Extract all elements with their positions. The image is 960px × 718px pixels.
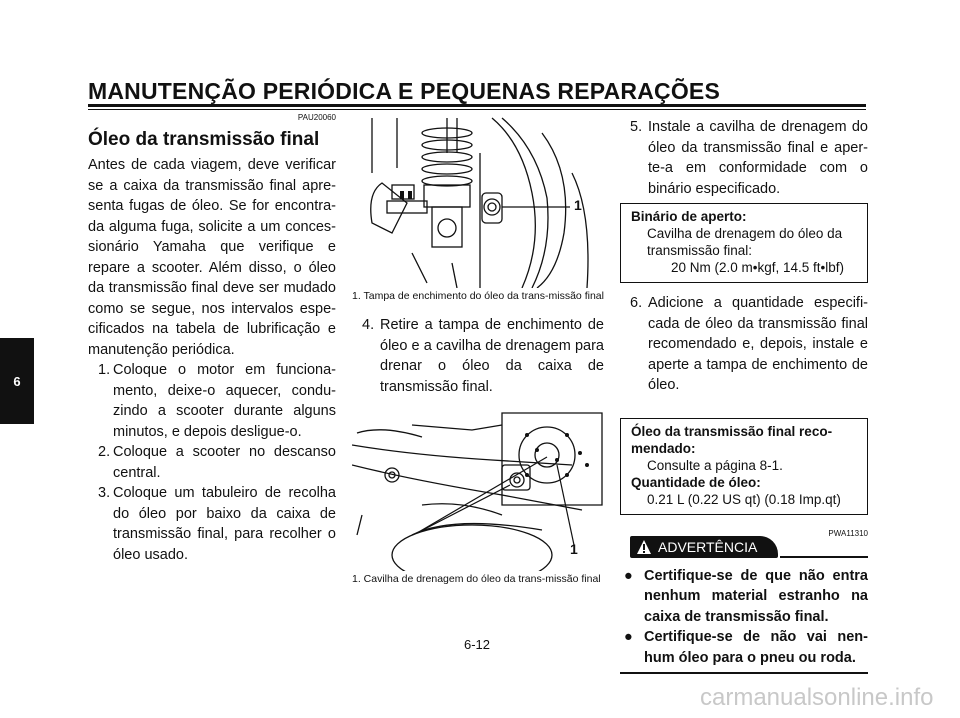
figure1-caption: 1. Tampa de enchimento do óleo da trans-missão final <box>352 290 604 302</box>
page-header-title: MANUTENÇÃO PERIÓDICA E PEQUENAS REPARAÇÕES <box>88 78 721 104</box>
step-6-list <box>620 293 868 396</box>
step-5 <box>620 117 868 199</box>
step-number: 1. <box>98 362 111 378</box>
oil-quantity-title: Quantidade de óleo: <box>631 474 761 490</box>
warning-code: PWA11310 <box>828 528 868 538</box>
warning-badge <box>630 536 778 558</box>
torque-title: Binário de aperto: <box>631 209 747 224</box>
oil-quantity-value: 0.21 L (0.22 US qt) (0.18 Imp.qt) <box>647 491 841 507</box>
oil-reference: Consulte a página 8-1. <box>647 457 783 473</box>
oil-spec-box <box>620 418 868 515</box>
torque-spec-box <box>620 203 868 283</box>
left-column <box>88 113 336 565</box>
step-number: 6. <box>630 295 643 311</box>
right-column <box>620 113 868 674</box>
warning-item <box>620 627 868 668</box>
warning-item <box>620 566 868 628</box>
shock-absorber-illustration <box>352 113 604 288</box>
step-6 <box>620 293 868 396</box>
step-number: 3. <box>98 485 111 501</box>
watermark: carmanualsonline.info <box>700 684 934 711</box>
warning-rule <box>780 556 868 558</box>
step-2 <box>88 442 336 483</box>
chapter-tab: 6 <box>0 338 34 424</box>
step-number: 4. <box>362 317 375 333</box>
step-text: Coloque a scooter no descanso central. <box>113 444 336 481</box>
step-text: Retire a tampa de enchimento de óleo e a cavilha de drenagem para drenar o óleo da caixa de transmissão final. <box>380 317 604 395</box>
drain-bolt-illustration <box>352 405 604 571</box>
warning-bottom-rule <box>620 672 868 674</box>
step-number: 5. <box>630 119 643 135</box>
step-text: Instale a cavilha de drenagem do óleo da transmissão final e aper-te-a em conformidade com o binário especificado. <box>648 119 868 197</box>
step-text: Adicione a quantidade especifi-cada de óleo da transmissão final recomendado e, depois, instale e aperte a tampa de enchimento de óleo. <box>648 295 868 393</box>
header-rule <box>88 104 866 107</box>
warning-list <box>620 566 868 669</box>
page-number: 6-12 <box>464 637 491 652</box>
step-1 <box>88 360 336 442</box>
intro-paragraph: Antes de cada viagem, deve verificar se a caixa da transmissão final apre-senta fugas de óleo. Se for encontra-da alguma fuga, solicite a um conces-sionário Yamaha que verifique e repare a scooter. Além disso, o óleo da transmissão final deve ser mudado como se segue, nos intervalos espe-cificados na tabela de lubrificação e manutenção periódica. <box>88 157 336 358</box>
warning-text: Certifique-se de que não entra nenhum material estranho na caixa de transmissão final. <box>644 567 868 625</box>
section-title: Óleo da transmissão final <box>88 129 320 150</box>
step-text: Coloque o motor em funciona-mento, deixe-o aquecer, condu-zindo a scooter durante alguns minutos, e depois desligue-o. <box>113 362 336 440</box>
section-code: PAU20060 <box>297 113 336 122</box>
steps-list <box>88 360 336 565</box>
step-number: 2. <box>98 444 111 460</box>
oil-title: Óleo da transmissão final reco-mendado: <box>631 423 833 456</box>
figure-filler-cap <box>352 113 604 288</box>
step-3 <box>88 483 336 565</box>
warning-text: Certifique-se de não vai nen-hum óleo para o pneu ou roda. <box>644 629 868 666</box>
callout-1: 1 <box>570 541 578 557</box>
warning-label: ADVERTÊNCIA <box>658 538 758 555</box>
torque-item: Cavilha de drenagem do óleo da transmissão final: <box>647 226 843 258</box>
step-4 <box>352 315 604 397</box>
bullet-icon: ● <box>624 567 633 584</box>
figure-drain-bolt <box>352 405 604 571</box>
bullet-icon: ● <box>624 629 633 645</box>
header-rule-thin <box>88 109 866 110</box>
warning-triangle-icon <box>636 539 652 555</box>
warning-header <box>620 530 868 560</box>
step-5-list <box>620 117 868 199</box>
middle-column <box>352 113 604 586</box>
callout-1: 1 <box>574 197 582 213</box>
figure2-caption: 1. Cavilha de drenagem do óleo da trans-missão final <box>352 573 601 585</box>
torque-value: 20 Nm (2.0 m•kgf, 14.5 ft•lbf) <box>671 260 845 275</box>
step-text: Coloque um tabuleiro de recolha do óleo por baixo da caixa de transmissão final, para recolher o óleo usado. <box>113 485 336 563</box>
step-4-list <box>352 315 604 397</box>
